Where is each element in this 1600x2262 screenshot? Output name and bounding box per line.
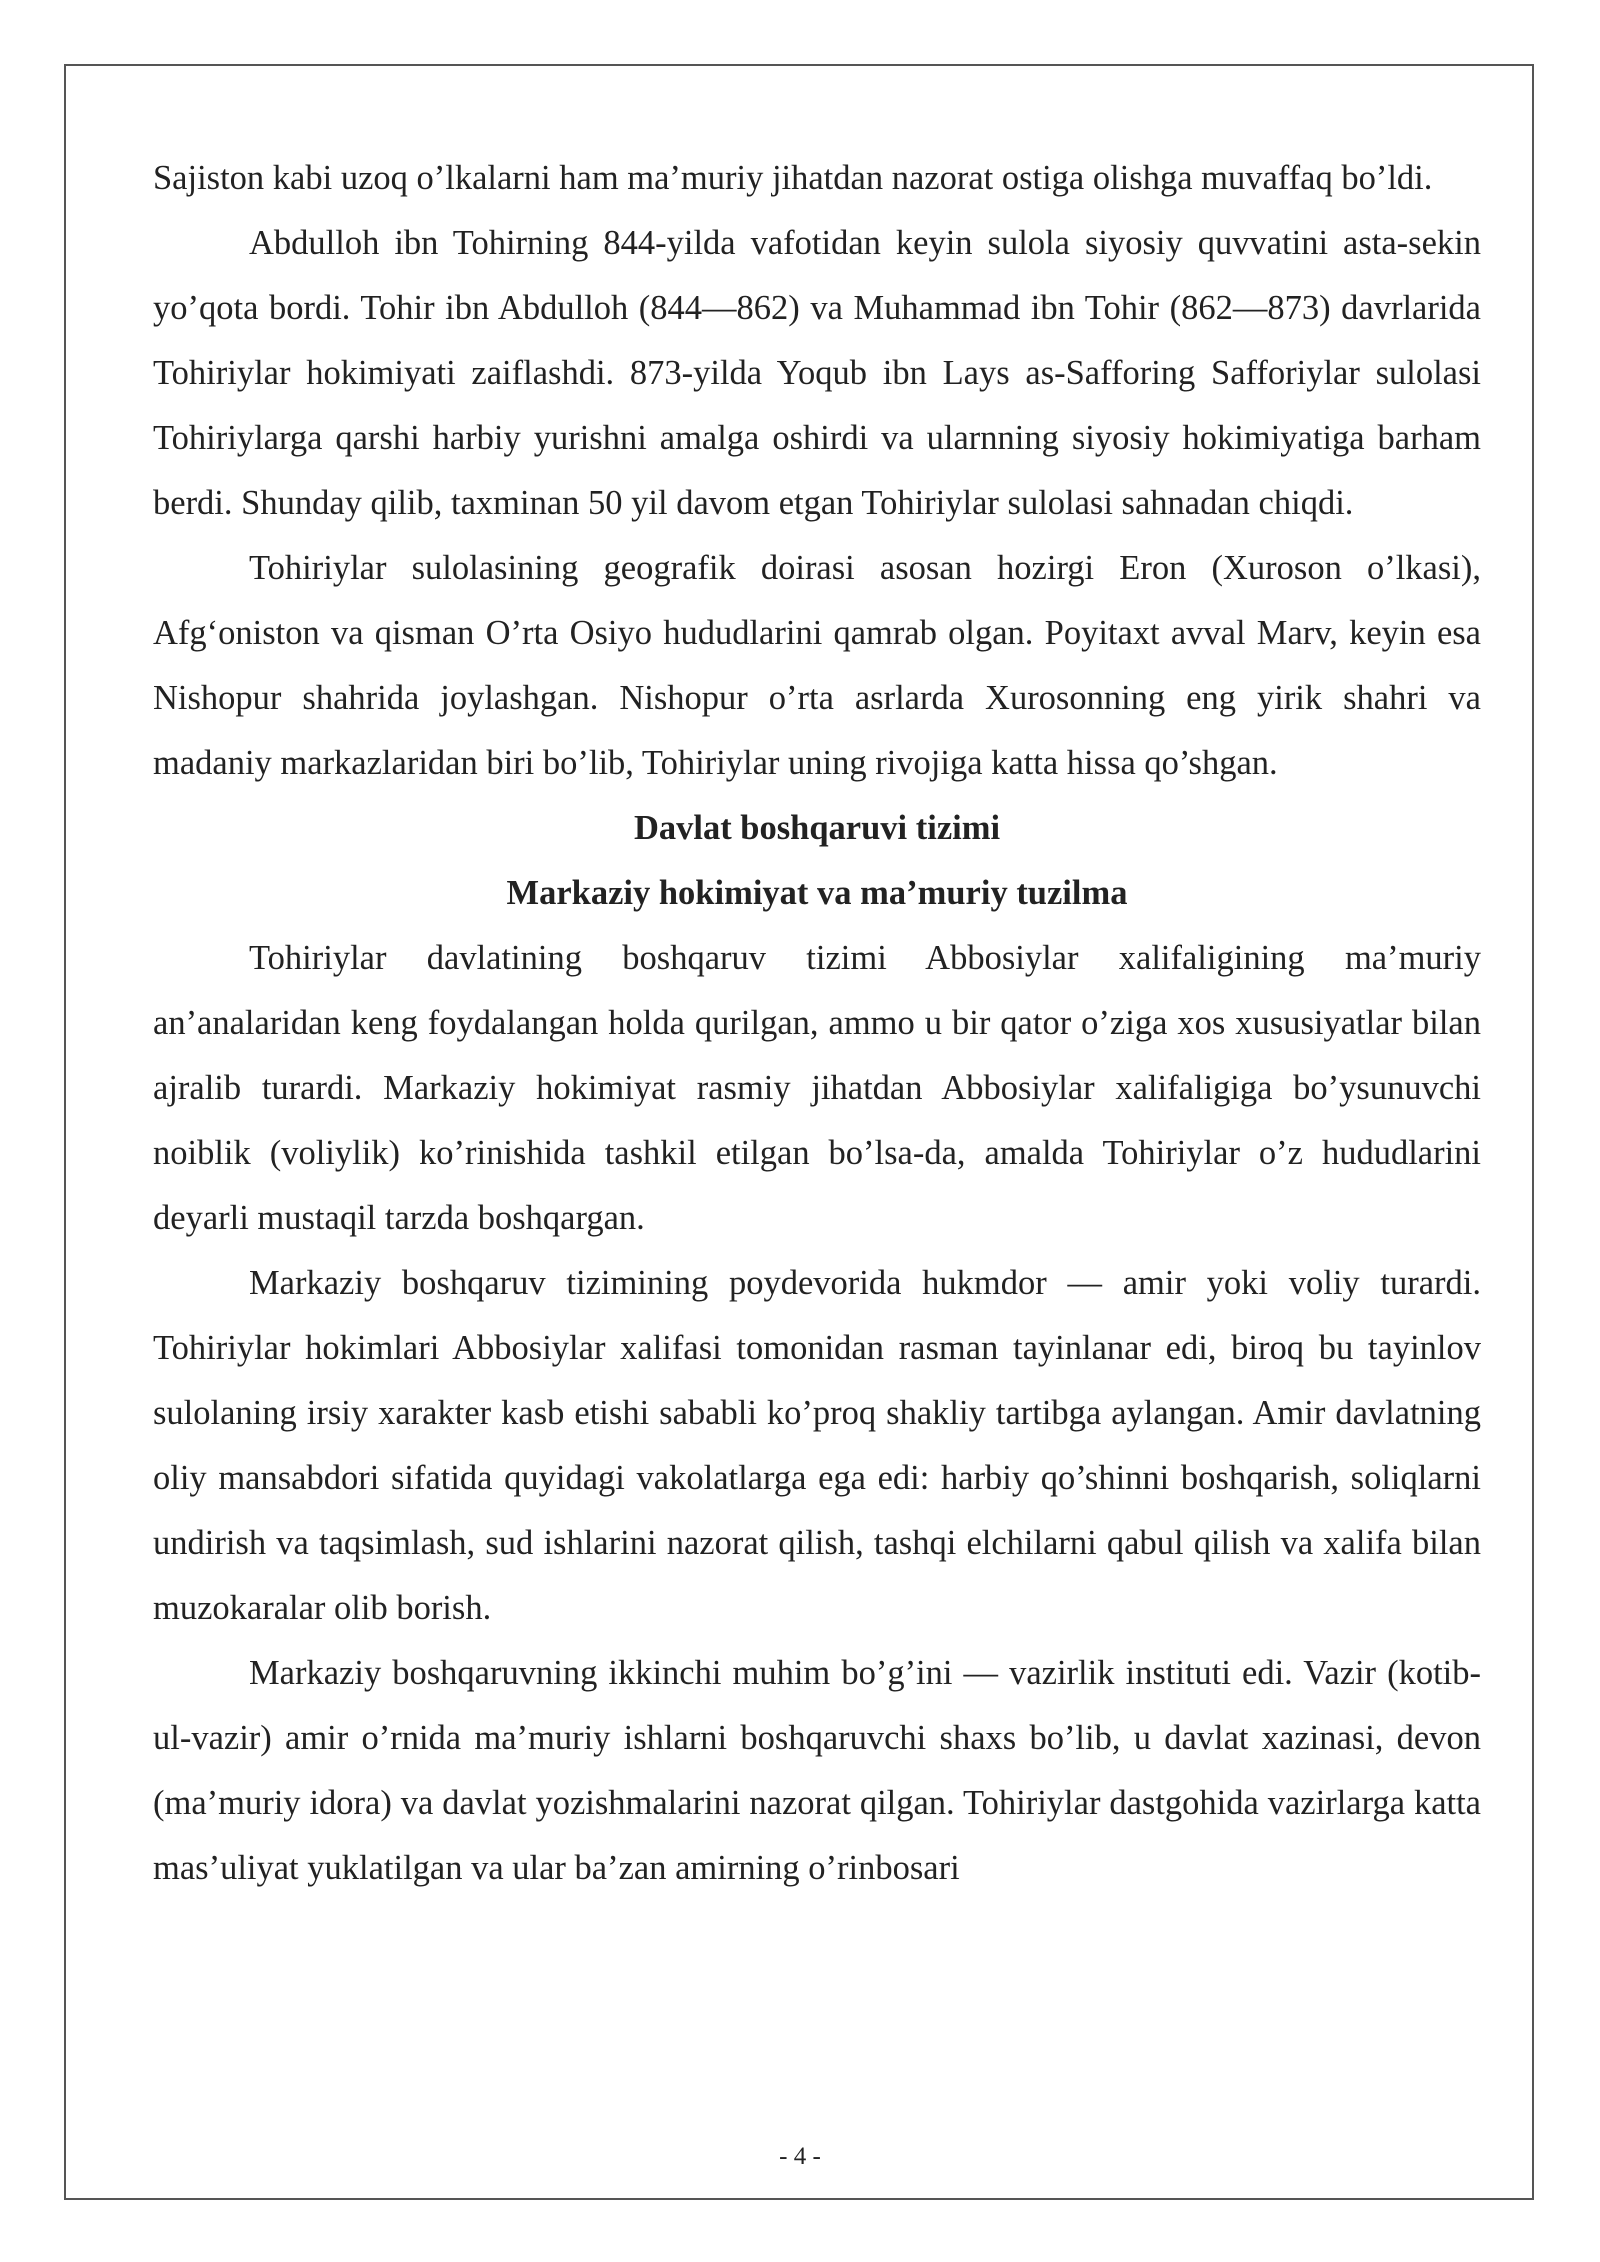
paragraph-vizier: Markaziy boshqaruvning ikkinchi muhim bo’g’ini — vazirlik instituti edi. Vazir (kotib-ul-vazir) amir o’rnida ma’muriy ishlarni boshqaruvchi shaxs bo’lib, u davlat xazinasi, devon (ma’muriy idora) va davlat yozishmalarini nazorat qilgan. Tohiriylar dastgohida vazirlarga katta mas’uliyat yuklatilgan va ular ba’zan amirning o’rinbosari	[153, 1654, 1481, 1887]
document-body	[153, 146, 1481, 1901]
page-number: - 4 -	[779, 2143, 821, 2170]
paragraph-amir: Markaziy boshqaruv tizimining poydevorida hukmdor — amir yoki voliy turardi. Tohiriylar hokimlari Abbosiylar xalifasi tomonidan rasman tayinlanar edi, biroq bu tayinlov sulolaning irsiy xarakter kasb etishi sababli ko’proq shakliy tartibga aylangan. Amir davlatning oliy mansabdori sifatida quyidagi vakolatlarga ega edi: harbiy qo’shinni boshqarish, soliqlarni undirish va taqsimlash, sud ishlarini nazorat qilish, tashqi elchilarni qabul qilish va xalifa bilan muzokaralar olib borish.	[153, 1264, 1481, 1627]
paragraph-continuation: Sajiston kabi uzoq o’lkalarni ham ma’muriy jihatdan nazorat ostiga olishga muvaffaq bo’ldi.	[153, 159, 1433, 197]
section-heading: Davlat boshqaruvi tizimi	[633, 809, 1001, 847]
paragraph-geography: Tohiriylar sulolasining geografik doirasi asosan hozirgi Eron (Xuroson o’lkasi), Afg‘oniston va qisman O’rta Osiyo hududlarini qamrab olgan. Poyitaxt avval Marv, keyin esa Nishopur shahrida joylashgan. Nishopur o’rta asrlarda Xurosonning eng yirik shahri va madaniy markazlaridan biri bo’lib, Tohiriylar uning rivojiga katta hissa qo’shgan.	[153, 549, 1481, 782]
paragraph-dynasty-decline: Abdulloh ibn Tohirning 844-yilda vafotidan keyin sulola siyosiy quvvatini asta-sekin yo’qota bordi. Tohir ibn Abdulloh (844—862) va Muhammad ibn Tohir (862—873) davrlarida Tohiriylar hokimiyati zaiflashdi. 873-yilda Yoqub ibn Lays as-Safforing Safforiylar sulolasi Tohiriylarga qarshi harbiy yurishni amalga oshirdi va ularnning siyosiy hokimiyatiga barham berdi. Shunday qilib, taxminan 50 yil davom etgan Tohiriylar sulolasi sahnadan chiqdi.	[153, 224, 1481, 522]
subsection-heading: Markaziy hokimiyat va ma’muriy tuzilma	[506, 874, 1128, 912]
paragraph-governance-system: Tohiriylar davlatining boshqaruv tizimi Abbosiylar xalifaligining ma’muriy an’analaridan keng foydalangan holda qurilgan, ammo u bir qator o’ziga xos xususiyatlar bilan ajralib turardi. Markaziy hokimiyat rasmiy jihatdan Abbosiylar xalifaligiga bo’ysunuvchi noiblik (voliylik) ko’rinishida tashkil etilgan bo’lsa-da, amalda Tohiriylar o’z hududlarini deyarli mustaqil tarzda boshqargan.	[153, 939, 1481, 1237]
